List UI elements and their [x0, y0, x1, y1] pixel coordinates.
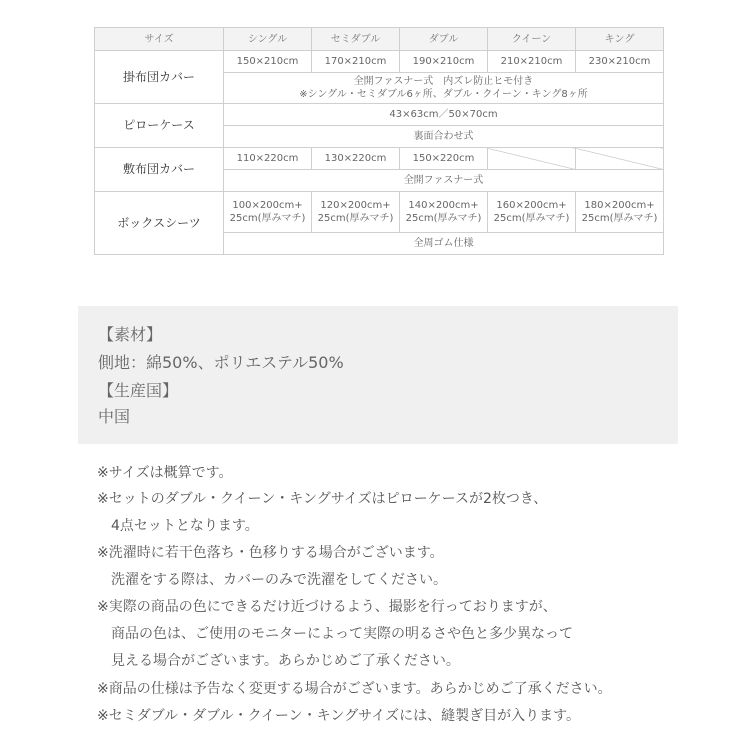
header-single: シングル [224, 28, 312, 51]
size-line: 100×200cm+ [232, 200, 303, 211]
table-row [95, 104, 664, 126]
table-cell: 130×220cm [312, 148, 400, 170]
row-label-pillow: ピローケース [95, 104, 224, 148]
note-line: 全開ファスナー式 内ズレ防止ヒモ付き [353, 76, 534, 87]
empty-cell-diagonal [488, 148, 576, 170]
size-table [94, 27, 664, 255]
note-line: 見える場合がございます。あらかじめご了承ください。 [97, 653, 460, 669]
table-row [95, 51, 664, 73]
table-row [95, 192, 664, 233]
size-line: 25cm(厚みマチ) [493, 213, 570, 224]
note-line: 洗濯をする際は、カバーのみで洗濯をしてください。 [97, 572, 447, 588]
note-line: ※商品の仕様は予告なく変更する場合がございます。あらかじめご了承ください。 [97, 681, 612, 697]
box-sheet-note: 全周ゴム仕様 [224, 233, 664, 255]
size-line: 25cm(厚みマチ) [229, 213, 306, 224]
table-header-row [95, 28, 664, 51]
row-label-box-sheet: ボックスシーツ [95, 192, 224, 255]
material-info-box [78, 306, 678, 444]
material-value: 側地：綿50%、ポリエステル50% [98, 353, 344, 372]
row-label-shikibuton: 敷布団カバー [95, 148, 224, 192]
table-cell [488, 192, 576, 233]
size-line: 140×200cm+ [408, 200, 479, 211]
table-cell [400, 192, 488, 233]
table-cell: 230×210cm [576, 51, 664, 73]
table-cell [312, 192, 400, 233]
note-line: ※セミダブル・ダブル・クイーン・キングサイズには、縫製ぎ目が入ります。 [97, 708, 580, 724]
table-cell: 150×210cm [224, 51, 312, 73]
size-line: 160×200cm+ [496, 200, 567, 211]
origin-heading: 【生産国】 [98, 381, 179, 400]
table-cell: 210×210cm [488, 51, 576, 73]
header-size: サイズ [95, 28, 224, 51]
size-line: 25cm(厚みマチ) [317, 213, 394, 224]
header-semi-double: セミダブル [312, 28, 400, 51]
pillow-note: 裏面合わせ式 [224, 126, 664, 148]
row-label-kakebuton: 掛布団カバー [95, 51, 224, 104]
header-queen: クイーン [488, 28, 576, 51]
table-cell [224, 192, 312, 233]
shikibuton-note: 全開ファスナー式 [224, 170, 664, 192]
size-line: 180×200cm+ [584, 200, 655, 211]
header-king: キング [576, 28, 664, 51]
note-line: ※実際の商品の色にできるだけ近づけるよう、撮影を行っておりますが、 [97, 599, 557, 615]
note-line: 4点セットとなります。 [97, 518, 259, 534]
table-cell: 110×220cm [224, 148, 312, 170]
pillow-size: 43×63cm／50×70cm [224, 104, 664, 126]
size-line: 120×200cm+ [320, 200, 391, 211]
header-double: ダブル [400, 28, 488, 51]
note-line: ※サイズは概算です。 [97, 465, 233, 481]
size-line: 25cm(厚みマチ) [581, 213, 658, 224]
table-cell [576, 192, 664, 233]
note-line: ※シングル・セミダブル6ヶ所、ダブル・クイーン・キング8ヶ所 [299, 89, 588, 100]
size-line: 25cm(厚みマチ) [405, 213, 482, 224]
table-cell: 190×210cm [400, 51, 488, 73]
note-line: ※セットのダブル・クイーン・キングサイズはピローケースが2枚つき、 [97, 491, 548, 507]
origin-value: 中国 [98, 407, 131, 426]
table-cell: 170×210cm [312, 51, 400, 73]
note-line: ※洗濯時に若干色落ち・色移りする場合がございます。 [97, 545, 444, 561]
material-heading: 【素材】 [98, 325, 163, 344]
table-cell: 150×220cm [400, 148, 488, 170]
table-row [95, 148, 664, 170]
note-line: 商品の色は、ご使用のモニターによって実際の明るさや色と多少異なって [97, 626, 573, 642]
kakebuton-note [224, 73, 664, 104]
empty-cell-diagonal [576, 148, 664, 170]
